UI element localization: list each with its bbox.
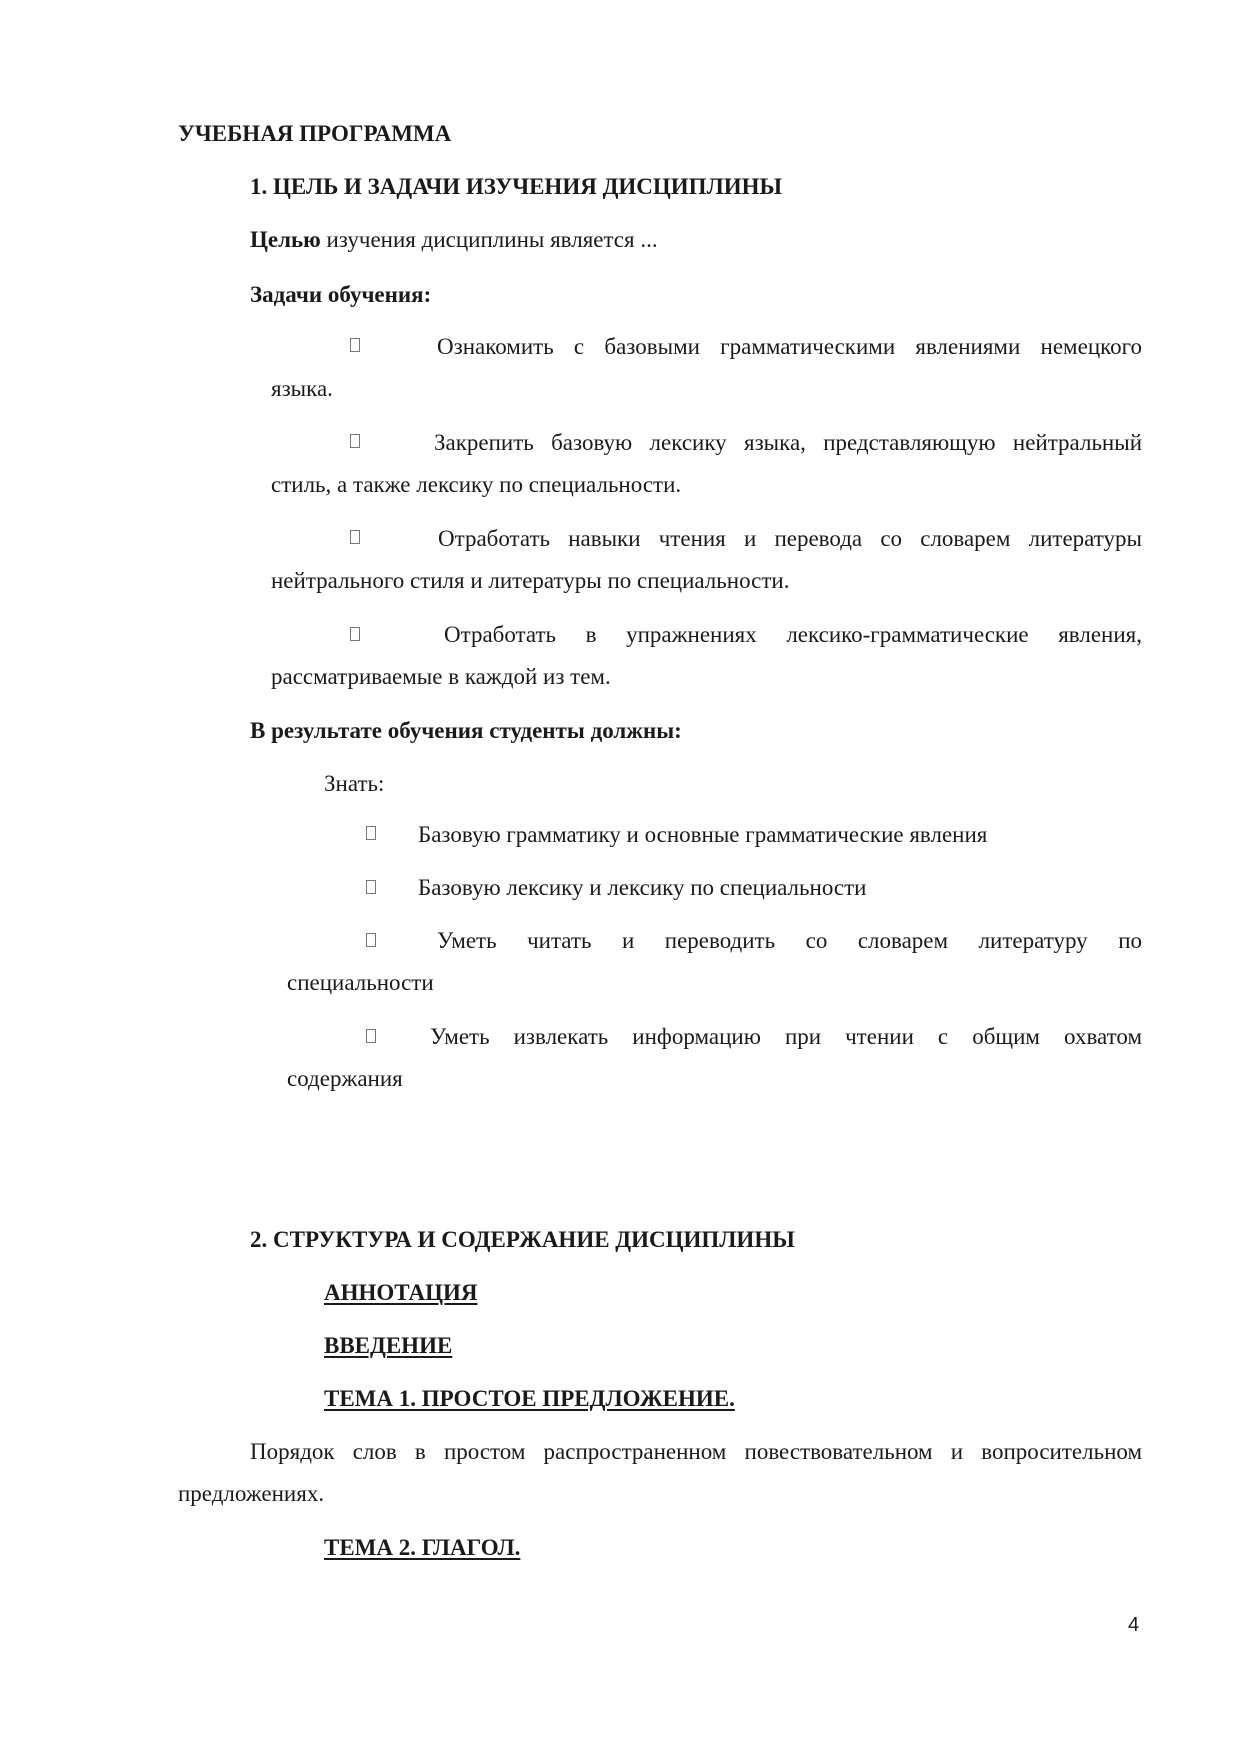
task-item-2-line1: Закрепить базовую лексику языка, представляющую нейтральный (434, 430, 1142, 455)
task-item-1-line1: Ознакомить с базовыми грамматическими явлениями немецкого (437, 334, 1142, 359)
bullet-box-icon (366, 933, 376, 947)
task-item-1-line2: языка. (271, 376, 333, 401)
task-item-4-line1: Отработать в упражнениях лексико-грамматические явления, (444, 622, 1142, 647)
section1-heading: 1. ЦЕЛЬ И ЗАДАЧИ ИЗУЧЕНИЯ ДИСЦИПЛИНЫ (250, 174, 783, 199)
goal-text: изучения дисциплины является ... (320, 227, 658, 252)
know-item-1: Базовую грамматику и основные грамматические явления (418, 822, 988, 847)
know-item-4-line2: содержания (287, 1066, 403, 1091)
goal-bold: Целью (250, 227, 321, 252)
task-item-3-line1: Отработать навыки чтения и перевода со словарем литературы (438, 526, 1142, 551)
bullet-box-icon (350, 627, 360, 641)
know-item-3-line2: специальности (287, 970, 434, 995)
bullet-box-icon (350, 338, 360, 352)
topic1-text-line1: Порядок слов в простом распространенном повествовательном и вопросительном (250, 1439, 1142, 1464)
know-item-3-line1: Уметь читать и переводить со словарем литературу по (437, 928, 1142, 953)
introduction-heading: ВВЕДЕНИЕ (324, 1333, 453, 1358)
topic1-heading: ТЕМА 1. ПРОСТОЕ ПРЕДЛОЖЕНИЕ. (324, 1386, 735, 1411)
task-item-2-line2: стиль, а также лексику по специальности. (271, 472, 682, 497)
bullet-box-icon (366, 826, 376, 840)
section2-heading: 2. СТРУКТУРА И СОДЕРЖАНИЕ ДИСЦИПЛИНЫ (250, 1227, 795, 1252)
topic1-text-line2: предложениях. (178, 1481, 325, 1506)
bullet-box-icon (366, 1029, 376, 1043)
bullet-box-icon (366, 880, 376, 894)
bullet-box-icon (350, 434, 360, 448)
task-item-4-line2: рассматриваемые в каждой из тем. (271, 664, 611, 689)
know-item-4-line1: Уметь извлекать информацию при чтении с общим охватом (430, 1024, 1142, 1049)
annotation-heading: АННОТАЦИЯ (324, 1280, 478, 1305)
know-label: Знать: (324, 771, 385, 796)
know-item-2: Базовую лексику и лексику по специальности (418, 875, 867, 900)
page-number: 4 (1128, 1614, 1140, 1636)
goal-paragraph (250, 226, 658, 254)
document-title: УЧЕБНАЯ ПРОГРАММА (178, 121, 452, 146)
bullet-box-icon (350, 530, 360, 544)
task-item-3-line2: нейтрального стиля и литературы по специальности. (271, 568, 790, 593)
tasks-heading: Задачи обучения: (250, 282, 432, 307)
results-heading: В результате обучения студенты должны: (250, 718, 682, 743)
topic2-heading: ТЕМА 2. ГЛАГОЛ. (324, 1535, 521, 1560)
